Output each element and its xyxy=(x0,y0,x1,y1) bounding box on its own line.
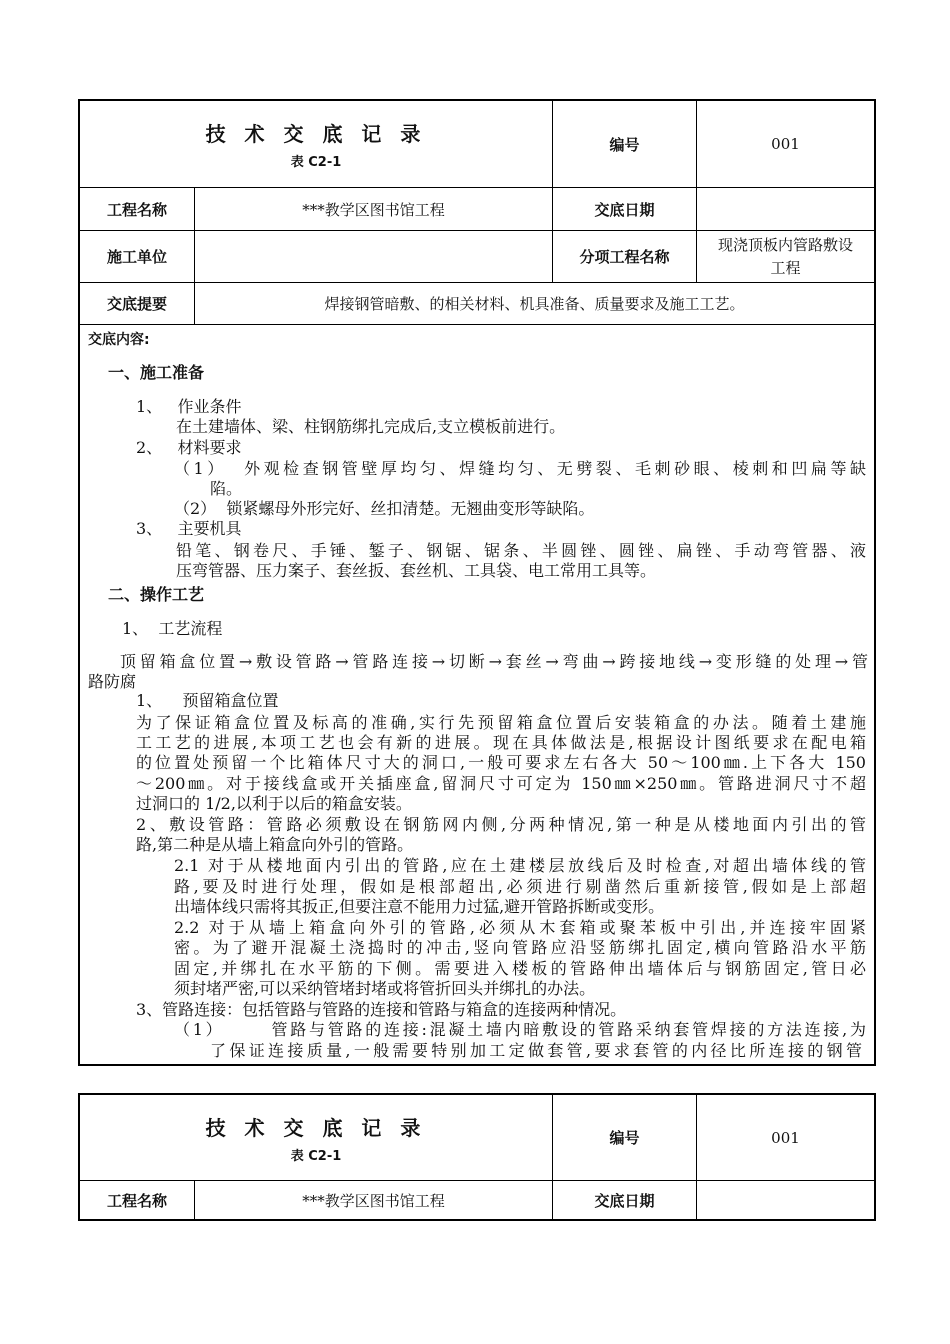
paragraph-line: 工工艺的进展,本项工艺也会有新的进展。现在具体做法是,根据设计图纸要求在配电箱 xyxy=(136,733,866,752)
content-heading: 交底内容: xyxy=(88,332,150,348)
paragraph-line: 2.1 对于从楼地面内引出的管路,应在土建楼层放线后及时检查,对超出墙体线的管 xyxy=(174,856,866,875)
paragraph-line: 2、敷设管路：管路必须敷设在钢筋网内侧,分两种情况,第一种是从楼地面内引出的管 xyxy=(136,815,866,834)
record-form-page-2 xyxy=(78,1093,876,1221)
number-value: 001 xyxy=(696,1095,874,1180)
project-name-label: 工程名称 xyxy=(80,1180,194,1219)
subsection-heading: 1、 预留箱盒位置 xyxy=(136,691,279,710)
paragraph-line: 压弯管器、压力案子、套丝扳、套丝机、工具袋、电工常用工具等。 xyxy=(176,561,657,580)
sub-project-value-line2: 工程 xyxy=(770,258,801,277)
paragraph-line: 顶留箱盒位置→敷设管路→管路连接→切断→套丝→弯曲→跨接地线→变形缝的处理→管 xyxy=(120,652,868,671)
summary-label: 交底提要 xyxy=(80,282,194,324)
form-title-block xyxy=(80,101,552,187)
paragraph-line: 在土建墙体、梁、柱钢筋绑扎完成后,支立模板前进行。 xyxy=(176,417,566,436)
date-label: 交底日期 xyxy=(552,1180,696,1219)
date-label: 交底日期 xyxy=(552,187,696,230)
number-value: 001 xyxy=(696,101,874,187)
paragraph-line: 了保证连接质量,一般需要特别加工定做套管,要求套管的内径比所连接的钢管 xyxy=(210,1041,862,1060)
date-value xyxy=(696,187,874,230)
content-area xyxy=(80,324,874,1065)
form-subtitle: 表 C2-1 xyxy=(290,1148,342,1164)
form-title: 技 术 交 底 记 录 xyxy=(205,122,427,146)
summary-value: 焊接钢管暗敷、的相关材料、机具准备、质量要求及施工工艺。 xyxy=(194,282,874,324)
section-heading: 二、操作工艺 xyxy=(108,585,205,604)
section-heading: 一、施工准备 xyxy=(108,363,205,382)
number-label: 编号 xyxy=(552,101,696,187)
date-value xyxy=(696,1180,874,1219)
sub-project-value-line1: 现浇顶板内管路敷设 xyxy=(717,235,853,254)
paragraph-line: 固定,并绑扎在水平筋的下侧。需要进入楼板的管路伸出墙体后与钢筋固定,管日必 xyxy=(174,959,866,978)
project-name-label: 工程名称 xyxy=(80,187,194,230)
paragraph-line: （1） 管路与管路的连接:混凝土墙内暗敷设的管路采纳套管焊接的方法连接,为 xyxy=(174,1020,866,1039)
subsection-heading: 2、 材料要求 xyxy=(136,438,242,457)
paragraph-line: （2） 锁紧螺母外形完好、丝扣清楚。无翘曲变形等缺陷。 xyxy=(174,499,595,518)
paragraph-line: 陷。 xyxy=(210,479,243,498)
paragraph-line: 3、管路连接：包括管路与管路的连接和管路与箱盒的连接两种情况。 xyxy=(136,1000,627,1019)
paragraph-line: 铅笔、钢卷尺、手锤、錾子、钢锯、锯条、半圆锉、圆锉、扁锉、手动弯管器、液 xyxy=(176,541,866,560)
paragraph-line: 过洞口的 1/2,以利于以后的箱盒安装。 xyxy=(136,794,412,813)
sub-project-label: 分项工程名称 xyxy=(552,230,696,282)
record-form-page-1 xyxy=(78,99,876,1066)
unit-value xyxy=(194,230,552,282)
unit-label: 施工单位 xyxy=(80,230,194,282)
subsection-heading: 1、 作业条件 xyxy=(136,397,242,416)
form-title-block xyxy=(80,1095,552,1180)
project-name-value: ***教学区图书馆工程 xyxy=(194,187,552,230)
paragraph-line: 为了保证箱盒位置及标高的准确,实行先预留箱盒位置后安装箱盒的办法。随着土建施 xyxy=(136,713,866,732)
sub-project-value xyxy=(696,230,874,282)
paragraph-line: 路,第二种是从墙上箱盒向外引的管路。 xyxy=(136,835,414,854)
subsection-heading: 1、 工艺流程 xyxy=(122,619,223,638)
project-name-value: ***教学区图书馆工程 xyxy=(194,1180,552,1219)
form-subtitle: 表 C2-1 xyxy=(290,155,342,170)
paragraph-line: 2.2 对于从墙上箱盒向外引的管路,必须从木套箱或聚苯板中引出,并连接牢固紧 xyxy=(174,918,866,937)
number-label: 编号 xyxy=(552,1095,696,1180)
paragraph-line: 路,要及时进行处理，假如是根部超出,必须进行剔凿然后重新接管,假如是上部超 xyxy=(174,877,866,896)
paragraph-line: （1） 外观检查钢管壁厚均匀、焊缝均匀、无劈裂、毛刺砂眼、棱刺和凹扁等缺 xyxy=(174,459,866,478)
paragraph-line: 路防腐 xyxy=(88,672,137,691)
paragraph-line: 须封堵严密,可以采纳管堵封堵或将管折回头并绑扎的办法。 xyxy=(174,979,596,998)
paragraph-line: 出墙体线只需将其扳正,但要注意不能用力过猛,避开管路拆断或变形。 xyxy=(174,897,665,916)
subsection-heading: 3、 主要机具 xyxy=(136,519,242,538)
paragraph-line: 密。为了避开混凝土浇捣时的冲击,竖向管路应沿竖筋绑扎固定,横向管路沿水平筋 xyxy=(174,938,866,957)
paragraph-line: ～200㎜。对于接线盒或开关插座盒,留洞尺寸可定为 150㎜×250㎜。管路进洞尺寸不超 xyxy=(136,774,866,793)
paragraph-line: 的位置处预留一个比箱体尺寸大的洞口,一般可要求左右各大 50～100㎜.上下各大 150 xyxy=(136,753,866,772)
form-title: 技 术 交 底 记 录 xyxy=(205,1115,427,1140)
